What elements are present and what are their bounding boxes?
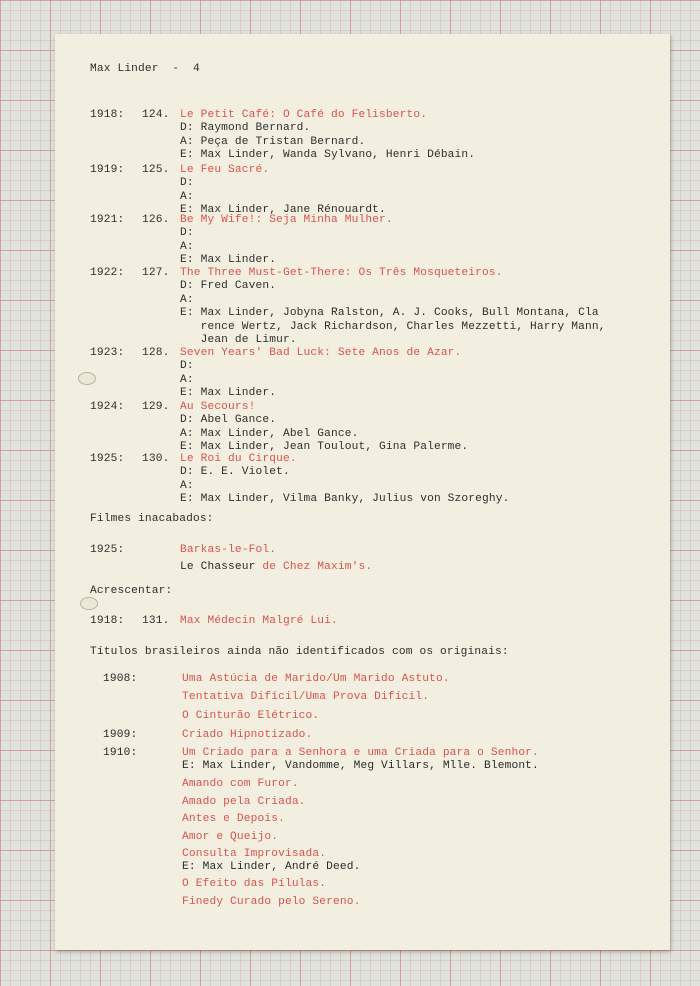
unfinished-heading: Filmes inacabados: bbox=[90, 513, 214, 525]
unfinished-title bbox=[180, 560, 372, 574]
entry-credit: rence Wertz, Jack Richardson, Charles Mezzetti, Harry Mann, bbox=[180, 320, 606, 333]
entry-credit: E: Max Linder, Jane Rénouardt. bbox=[180, 204, 386, 217]
entry-year: 1918: bbox=[90, 109, 125, 121]
entry-number: 129. bbox=[142, 401, 170, 413]
brazilian-title: Um Criado para a Senhora e uma Criada para o Senhor. bbox=[182, 747, 539, 759]
entry-title: Le Petit Café: O Café do Felisberto. bbox=[180, 109, 428, 121]
entry-credit: D: bbox=[180, 227, 194, 240]
addendum-year: 1918: bbox=[90, 615, 125, 627]
entry-credit: E: Max Linder, Vilma Banky, Julius von Szoreghy. bbox=[180, 493, 510, 506]
entry-credit: D: E. E. Violet. bbox=[180, 466, 290, 479]
unfinished-title: Barkas-le-Fol. bbox=[180, 544, 277, 556]
entry-credit: A: Max Linder, Abel Gance. bbox=[180, 427, 359, 440]
brazilian-title: Antes e Depois. bbox=[182, 813, 285, 825]
entry-credit: Jean de Limur. bbox=[180, 334, 297, 346]
brazilian-year: 1909: bbox=[103, 729, 138, 741]
entry-credit: D: Abel Gance. bbox=[180, 414, 277, 427]
unfinished-year: 1925: bbox=[90, 544, 125, 556]
brazilian-title: Amor e Queijo. bbox=[182, 831, 279, 843]
entry-title: The Three Must-Get-There: Os Três Mosqueteiros. bbox=[180, 267, 503, 279]
entry-number: 130. bbox=[142, 453, 170, 465]
entry-credit: D: bbox=[180, 177, 194, 190]
brazilian-title: Tentativa Difícil/Uma Prova Difícil. bbox=[182, 691, 430, 703]
brazilian-year: 1908: bbox=[103, 673, 138, 685]
brazilian-title: Criado Hipnotizado. bbox=[182, 729, 313, 741]
entry-credit: A: bbox=[180, 240, 194, 253]
brazilian-title: Amado pela Criada. bbox=[182, 796, 306, 808]
brazilian-title: O Cinturão Elétrico. bbox=[182, 710, 320, 722]
entry-number: 128. bbox=[142, 347, 170, 359]
entry-year: 1924: bbox=[90, 401, 125, 413]
entry-number: 126. bbox=[142, 214, 170, 226]
entry-credit: E: Max Linder. bbox=[180, 387, 277, 400]
entry-number: 124. bbox=[142, 109, 170, 121]
brazilian-heading: Títulos brasileiros ainda não identificados com os originais: bbox=[90, 646, 509, 658]
entry-year: 1922: bbox=[90, 267, 125, 279]
punch-hole bbox=[80, 597, 98, 610]
entry-credit: E: Max Linder, Jobyna Ralston, A. J. Cooks, Bull Montana, Cla bbox=[180, 307, 599, 320]
entry-title: Le Feu Sacré. bbox=[180, 164, 270, 176]
addendum-title: Max Médecin Malgré Lui. bbox=[180, 615, 338, 627]
entry-credit: D: bbox=[180, 360, 194, 373]
brazilian-title: Uma Astúcia de Marido/Um Marido Astuto. bbox=[182, 673, 450, 685]
brazilian-title: Amando com Furor. bbox=[182, 778, 299, 790]
entry-credit: E: Max Linder. bbox=[180, 254, 277, 267]
entry-year: 1923: bbox=[90, 347, 125, 359]
entry-credit: D: Raymond Bernard. bbox=[180, 122, 311, 135]
brazilian-title: Finedy Curado pelo Sereno. bbox=[182, 896, 361, 908]
brazilian-title: O Efeito das Pílulas. bbox=[182, 878, 327, 890]
entry-title: Seven Years' Bad Luck: Sete Anos de Azar. bbox=[180, 347, 462, 359]
brazilian-title: Consulta Improvisada. bbox=[182, 848, 327, 860]
entry-year: 1925: bbox=[90, 453, 125, 465]
entry-number: 125. bbox=[142, 164, 170, 176]
addendum-heading: Acrescentar: bbox=[90, 585, 173, 597]
brazilian-credit: E: Max Linder, André Deed. bbox=[182, 861, 361, 873]
unfinished-title-black: Le Chasseur bbox=[180, 561, 263, 573]
entry-credit: A: bbox=[180, 190, 194, 203]
entry-title: Le Roi du Cirque. bbox=[180, 453, 297, 465]
entry-year: 1919: bbox=[90, 164, 125, 176]
page-header: Max Linder - 4 bbox=[90, 63, 200, 75]
entry-credit: A: Peça de Tristan Bernard. bbox=[180, 135, 366, 148]
entry-credit: D: Fred Caven. bbox=[180, 280, 277, 293]
addendum-number: 131. bbox=[142, 615, 170, 627]
entry-credit: A: bbox=[180, 479, 194, 492]
punch-hole bbox=[78, 372, 96, 385]
entry-credit: A: bbox=[180, 293, 194, 306]
entry-number: 127. bbox=[142, 267, 170, 279]
brazilian-credit: E: Max Linder, Vandomme, Meg Villars, Mlle. Blemont. bbox=[182, 760, 539, 772]
entry-title: Au Secours! bbox=[180, 401, 256, 413]
entry-credit: E: Max Linder, Jean Toulout, Gina Palerme. bbox=[180, 441, 469, 454]
entry-credit: A: bbox=[180, 373, 194, 386]
entry-title: Be My Wife!: Seja Minha Mulher. bbox=[180, 214, 393, 226]
unfinished-title-red: de Chez Maxim's. bbox=[262, 561, 373, 573]
entry-year: 1921: bbox=[90, 214, 125, 226]
entry-credit: E: Max Linder, Wanda Sylvano, Henri Débain. bbox=[180, 149, 476, 162]
brazilian-year: 1910: bbox=[103, 747, 138, 759]
